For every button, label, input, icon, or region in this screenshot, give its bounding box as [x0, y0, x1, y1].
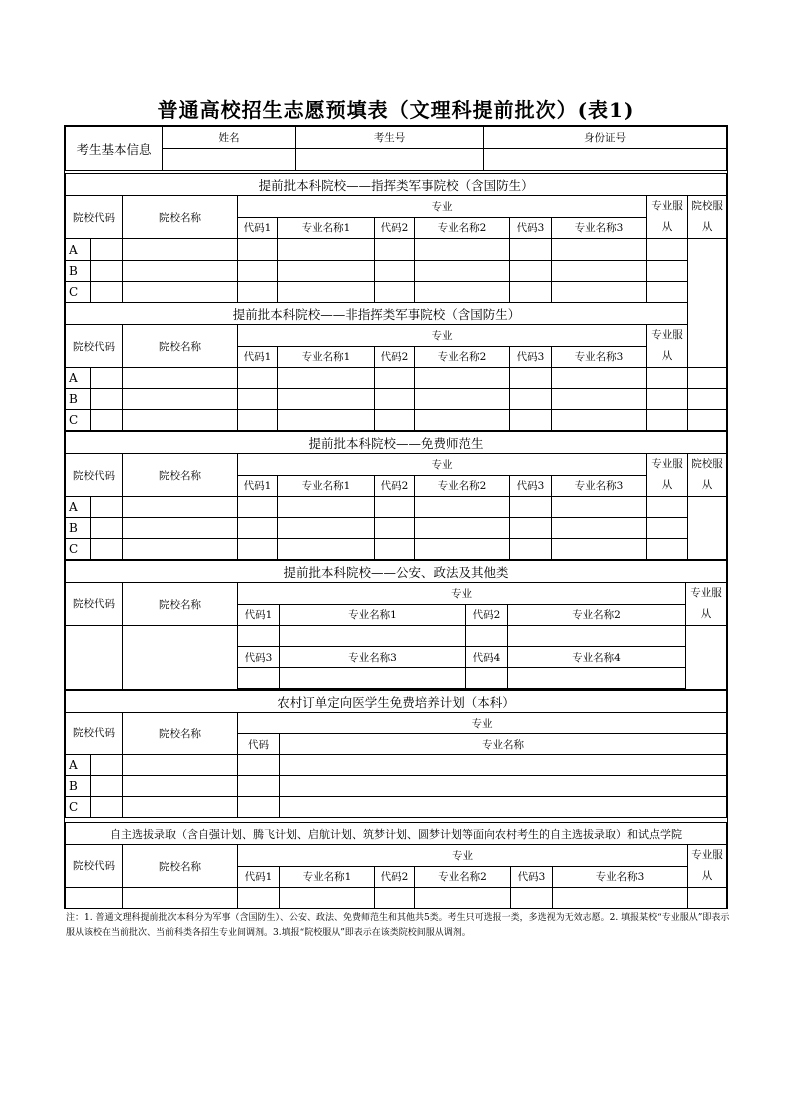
school-name-header: 院校名称	[123, 454, 238, 497]
row-label: B	[66, 261, 91, 282]
id-number-header: 身份证号	[484, 127, 727, 149]
name3-header: 专业名称3	[552, 217, 647, 239]
school-code-header: 院校代码	[66, 713, 123, 755]
table-row	[66, 776, 727, 797]
name1-header: 专业名称1	[278, 475, 375, 497]
table-row	[66, 239, 727, 261]
major-obey-header: 专业服从	[647, 454, 688, 497]
code1-header: 代码1	[238, 604, 280, 626]
school-code-header: 院校代码	[66, 583, 123, 626]
school-obey-field[interactable]	[688, 497, 727, 560]
name4-header: 专业名称4	[508, 647, 686, 668]
section-title: 提前批本科院校——公安、政法及其他类	[66, 561, 727, 583]
table-row	[66, 888, 727, 909]
name1-header: 专业名称1	[278, 217, 375, 239]
code-header: 代码	[238, 734, 280, 755]
code1-header: 代码1	[238, 346, 278, 368]
major-obey-header: 专业服从	[647, 325, 688, 368]
code2-header: 代码2	[375, 866, 415, 888]
school-name-header: 院校名称	[123, 713, 238, 755]
name2-header: 专业名称2	[415, 346, 510, 368]
school-name-header: 院校名称	[123, 325, 238, 368]
section-police-law	[65, 560, 726, 690]
section-free-normal	[65, 431, 726, 560]
table-row	[66, 539, 727, 560]
table-row	[66, 389, 727, 410]
section-rural-medical	[65, 690, 726, 818]
name2-header: 专业名称2	[415, 475, 510, 497]
major-header: 专业	[238, 196, 647, 218]
table-row	[66, 282, 727, 303]
row-label: A	[66, 239, 91, 261]
name3-header: 专业名称3	[280, 647, 466, 668]
major-obey-field[interactable]	[686, 626, 727, 690]
code2-header: 代码2	[375, 217, 415, 239]
basic-info-section	[65, 126, 726, 171]
section-title: 提前批本科院校——指挥类军事院校（含国防生）	[66, 174, 727, 196]
name1-header: 专业名称1	[280, 866, 375, 888]
form-title: 普通高校招生志愿预填表（文理科提前批次）(表1)	[157, 98, 635, 122]
code3-header: 代码3	[238, 647, 280, 668]
major-obey-header: 专业服从	[647, 196, 688, 239]
row-label: C	[66, 282, 91, 303]
code2-header: 代码2	[375, 475, 415, 497]
major-header: 专业	[238, 454, 647, 476]
row-label: C	[66, 797, 91, 818]
major-header: 专业	[238, 583, 686, 605]
code4-header: 代码4	[466, 647, 508, 668]
row-label: C	[66, 539, 91, 560]
section-command-military	[65, 173, 726, 431]
row-label: A	[66, 368, 91, 389]
major-name-header: 专业名称	[280, 734, 727, 755]
name2-header: 专业名称2	[415, 217, 510, 239]
school-name-header: 院校名称	[123, 583, 238, 626]
exam-number-field[interactable]	[296, 149, 484, 171]
row-label: A	[66, 497, 91, 518]
school-code-field[interactable]	[66, 626, 123, 690]
school-code-header: 院校代码	[66, 196, 123, 239]
row-label: A	[66, 755, 91, 776]
name3-header: 专业名称3	[552, 346, 647, 368]
table-row	[66, 755, 727, 776]
id-number-field[interactable]	[484, 149, 727, 171]
code1-header: 代码1	[238, 866, 280, 888]
section-non-command-military-title: 提前批本科院校——非指挥类军事院校（含国防生）	[66, 303, 688, 325]
row-label: B	[66, 776, 91, 797]
code2-header: 代码2	[466, 604, 508, 626]
section-title: 提前批本科院校——免费师范生	[66, 432, 727, 454]
form-frame	[64, 125, 728, 909]
footnote: 注：1. 普通文理科提前批次本科分为军事（含国防生）、公安、政法、免费师范生和其他共5类。考生只可选报一类，多选视为无效志愿。2. 填报某校“专业服从”即表示服从该校在当前批次、当前科类各招生专业间调剂。3.填报“院校服从”即表示在该类院校间服从调剂。	[66, 913, 730, 938]
table-row	[66, 368, 727, 389]
major-header: 专业	[238, 845, 688, 867]
school-code-header: 院校代码	[66, 845, 123, 888]
section-title: 自主选拔录取（含自强计划、腾飞计划、启航计划、筑梦计划、圆梦计划等面向农村考生的自主选拔录取）和试点学院	[66, 823, 727, 845]
name-field[interactable]	[163, 149, 296, 171]
major-header: 专业	[238, 713, 727, 734]
school-name-header: 院校名称	[123, 196, 238, 239]
row-label: B	[66, 389, 91, 410]
table-row	[66, 261, 727, 282]
code3-header: 代码3	[511, 866, 553, 888]
section-independent-admission	[65, 822, 726, 909]
major-obey-header: 专业服从	[688, 845, 727, 888]
row-label: C	[66, 410, 91, 431]
code3-header: 代码3	[510, 346, 552, 368]
row-label: B	[66, 518, 91, 539]
table-row	[66, 410, 727, 431]
school-obey-header: 院校服从	[688, 454, 727, 497]
name2-header: 专业名称2	[415, 866, 511, 888]
table-row	[66, 497, 727, 518]
major-obey-header: 专业服从	[686, 583, 727, 626]
code1-header: 代码1	[238, 217, 278, 239]
table-row	[66, 518, 727, 539]
school-code-header: 院校代码	[66, 325, 123, 368]
name3-header: 专业名称3	[552, 475, 647, 497]
exam-number-header: 考生号	[296, 127, 484, 149]
name1-header: 专业名称1	[280, 604, 466, 626]
name3-header: 专业名称3	[553, 866, 688, 888]
name1-header: 专业名称1	[278, 346, 375, 368]
code3-header: 代码3	[510, 217, 552, 239]
code1-header: 代码1	[238, 475, 278, 497]
code2-header: 代码2	[375, 346, 415, 368]
school-obey-field[interactable]	[688, 239, 727, 368]
school-code-header: 院校代码	[66, 454, 123, 497]
table-row	[66, 797, 727, 818]
school-name-field[interactable]	[123, 626, 238, 690]
school-obey-header: 院校服从	[688, 196, 727, 239]
name2-header: 专业名称2	[508, 604, 686, 626]
name-header: 姓名	[163, 127, 296, 149]
major-header: 专业	[238, 325, 647, 347]
section-title: 农村订单定向医学生免费培养计划（本科）	[66, 691, 727, 713]
code3-header: 代码3	[510, 475, 552, 497]
basic-info-label: 考生基本信息	[66, 127, 163, 171]
school-name-header: 院校名称	[123, 845, 238, 888]
